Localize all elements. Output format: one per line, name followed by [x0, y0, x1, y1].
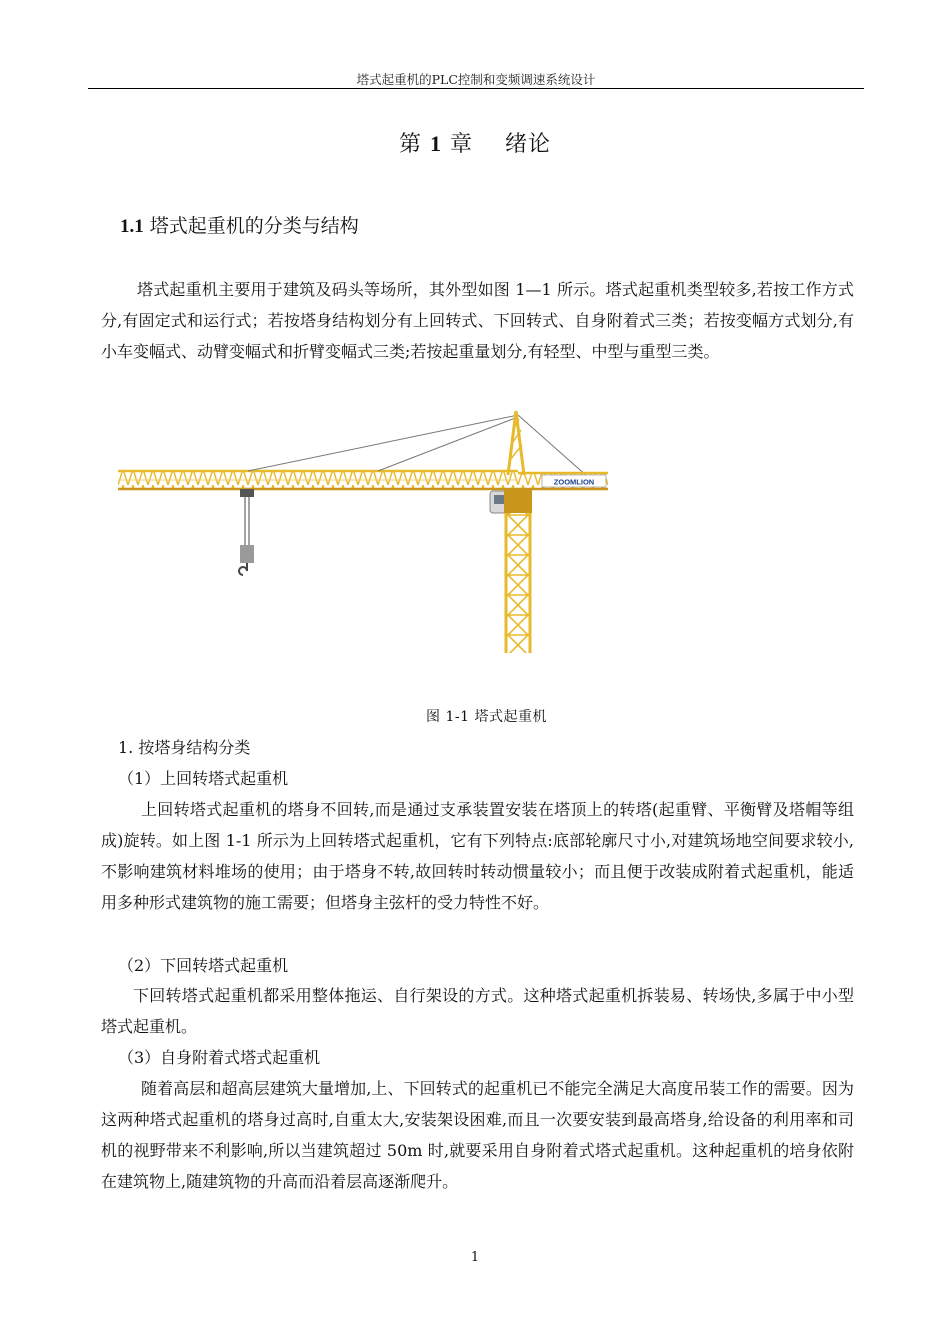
slewing-unit — [504, 489, 532, 513]
list-heading: 1. 按塔身结构分类 — [118, 738, 251, 757]
counter-jib — [518, 473, 608, 489]
list-item-label-3: （3）自身附着式塔式起重机 — [118, 1048, 321, 1067]
crane-jib — [118, 471, 518, 489]
chapter-prefix: 第 — [398, 132, 422, 157]
list-item-text-3: 随着高层和超高层建筑大量增加,上、下回转式的起重机已不能完全满足大高度吊装工作的需要。因为这两种塔式起重机的塔身过高时,自重太大,安装架设困难,而且一次要安装到最高塔身,给设备的利用率和司机的视野带来不利影响,所以当建筑超过 50m 时,就要采用自身附着式塔式起重机。这种起重机的培身依附在建筑物上,随建筑物的升高而沿着层高逐渐爬升。 — [101, 1079, 854, 1191]
chapter-title — [0, 127, 950, 158]
chapter-name: 绪论 — [505, 132, 552, 157]
section-number: 1.1 — [120, 216, 144, 237]
figure-caption: 图 1-1 塔式起重机 — [426, 709, 547, 725]
list-item-text-1: 上回转塔式起重机的塔身不回转,而是通过支承装置安装在塔顶上的转塔(起重臂、平衡臂及塔帽等组成)旋转。如上图 1-1 所示为上回转塔式起重机，它有下列特点:底部轮廓尺寸小,对建筑场地空间要求较小,不影响建筑材料堆场的使用；由于塔身不转,故回转时转动惯量较小；而且便于改装成附着式起重机，能适用多种形式建筑物的施工需要；但塔身主弦杆的受力特性不好。 — [101, 800, 854, 912]
list-item-label-2: （2）下回转塔式起重机 — [118, 956, 289, 975]
tower-crane-figure — [118, 405, 608, 655]
chapter-suffix: 章 — [450, 132, 474, 157]
trolley-and-hook — [239, 489, 254, 575]
tower-mast — [506, 513, 530, 653]
section-name: 塔式起重机的分类与结构 — [149, 215, 359, 237]
header-rule — [88, 88, 864, 89]
crane-apex — [508, 411, 524, 475]
list-item-text-2: 下回转塔式起重机都采用整体拖运、自行架设的方式。这种塔式起重机拆装易、转场快,多属于中小型塔式起重机。 — [101, 986, 854, 1036]
brand-label: ZOOMLION — [553, 477, 595, 487]
section-title — [120, 211, 359, 238]
intro-paragraph: 塔式起重机主要用于建筑及码头等场所，其外型如图 1—1 所示。塔式起重机类型较多,若按工作方式分,有固定式和运行式；若按塔身结构划分有上回转式、下回转式、自身附着式三类；若按变幅方式划分,有小车变幅式、动臂变幅式和折臂变幅式三类;若按起重量划分,有轻型、中型与重型三类。 — [101, 280, 854, 361]
list-item-label-1: （1）上回转塔式起重机 — [118, 769, 289, 788]
running-header: 塔式起重机的PLC控制和变频调速系统设计 — [356, 72, 596, 87]
chapter-number: 1 — [430, 131, 442, 156]
jib-tie-cables — [248, 415, 588, 477]
page-number: 1 — [470, 1250, 480, 1265]
